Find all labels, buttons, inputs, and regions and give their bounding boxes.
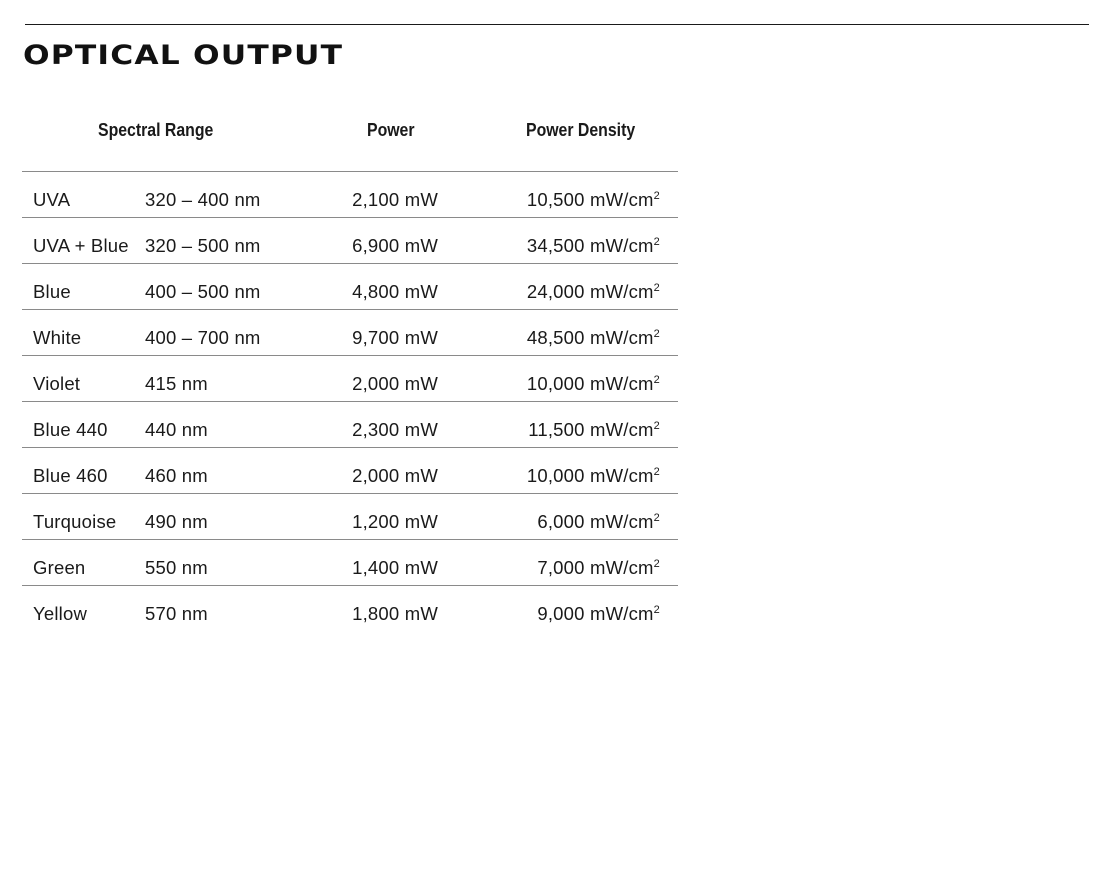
- row-spectrum-name: Blue 460: [33, 465, 108, 486]
- row-spectrum-name: Turquoise: [33, 511, 117, 532]
- row-spectrum-name: UVA: [33, 189, 71, 210]
- row-power: 2,000 mW: [352, 465, 438, 486]
- density-unit: mW/cm: [589, 603, 654, 624]
- row-power: 2,100 mW: [352, 189, 438, 210]
- row-power-density: [527, 327, 660, 349]
- density-value: 9,000: [537, 603, 585, 624]
- row-spectrum-name: Blue: [33, 281, 71, 302]
- row-power-density: [527, 281, 660, 303]
- row-power-density: [537, 603, 660, 625]
- row-spectral-range: 400 – 500 nm: [145, 281, 261, 302]
- table-row: [22, 448, 678, 494]
- row-spectral-range: 490 nm: [145, 511, 208, 532]
- top-divider: [25, 24, 1089, 25]
- table-row: [22, 356, 678, 402]
- density-unit-exponent: 2: [653, 282, 660, 294]
- row-spectral-range: 550 nm: [145, 557, 208, 578]
- row-power-density: [527, 373, 660, 395]
- row-power: 1,800 mW: [352, 603, 438, 624]
- density-unit-exponent: 2: [653, 328, 660, 340]
- density-unit: mW/cm: [589, 281, 654, 302]
- row-power: 2,300 mW: [352, 419, 438, 440]
- density-value: 10,000: [526, 373, 585, 394]
- header-power-density: Power Density: [526, 120, 636, 140]
- row-spectrum-name: Yellow: [33, 603, 87, 624]
- table-row: [22, 218, 678, 264]
- table-body: [22, 172, 678, 631]
- row-power-density: [537, 511, 660, 533]
- density-unit-exponent: 2: [653, 236, 660, 248]
- density-unit-exponent: 2: [653, 190, 660, 202]
- row-power-density: [528, 419, 660, 441]
- density-value: 6,000: [537, 511, 585, 532]
- row-spectrum-name: Blue 440: [33, 419, 108, 440]
- section-title: OPTICAL OUTPUT: [23, 40, 344, 71]
- density-unit: mW/cm: [589, 235, 654, 256]
- density-unit: mW/cm: [589, 465, 654, 486]
- density-value: 7,000: [537, 557, 585, 578]
- density-unit: mW/cm: [589, 327, 654, 348]
- row-spectrum-name: UVA + Blue: [33, 235, 129, 256]
- row-power: 6,900 mW: [352, 235, 438, 256]
- row-spectrum-name: Violet: [33, 373, 81, 394]
- table-row: [22, 264, 678, 310]
- density-unit: mW/cm: [589, 557, 654, 578]
- row-power: 4,800 mW: [352, 281, 438, 302]
- row-spectral-range: 570 nm: [145, 603, 208, 624]
- row-power-density: [527, 235, 660, 257]
- row-power: 1,400 mW: [352, 557, 438, 578]
- density-unit-exponent: 2: [653, 604, 660, 616]
- table-row: [22, 310, 678, 356]
- density-unit-exponent: 2: [653, 558, 660, 570]
- density-unit-exponent: 2: [653, 420, 660, 432]
- row-power: 1,200 mW: [352, 511, 438, 532]
- density-value: 10,500: [526, 189, 585, 210]
- density-value: 34,500: [526, 235, 585, 256]
- density-value: 11,500: [528, 419, 585, 440]
- density-unit: mW/cm: [589, 373, 654, 394]
- row-spectrum-name: Green: [33, 557, 86, 578]
- row-spectral-range: 415 nm: [145, 373, 208, 394]
- header-power: Power: [367, 120, 415, 140]
- row-spectral-range: 440 nm: [145, 419, 208, 440]
- row-power: 2,000 mW: [352, 373, 438, 394]
- row-spectral-range: 320 – 500 nm: [145, 235, 261, 256]
- table-row: [22, 586, 678, 631]
- table-row: [22, 402, 678, 448]
- density-unit-exponent: 2: [653, 466, 660, 478]
- density-unit: mW/cm: [589, 189, 654, 210]
- row-power-density: [527, 189, 660, 211]
- density-unit-exponent: 2: [653, 512, 660, 524]
- table-row: [22, 494, 678, 540]
- density-value: 10,000: [526, 465, 585, 486]
- row-spectral-range: 320 – 400 nm: [145, 189, 261, 210]
- density-value: 48,500: [526, 327, 585, 348]
- table-row: [22, 172, 678, 218]
- density-unit: mW/cm: [589, 419, 654, 440]
- row-spectrum-name: White: [33, 327, 82, 348]
- row-spectral-range: 460 nm: [145, 465, 208, 486]
- table-row: [22, 540, 678, 586]
- header-spectral-range: Spectral Range: [98, 120, 214, 140]
- table-header-row: [22, 108, 678, 172]
- density-unit-exponent: 2: [653, 374, 660, 386]
- density-unit: mW/cm: [589, 511, 654, 532]
- row-power-density: [537, 557, 660, 579]
- row-power-density: [527, 465, 660, 487]
- density-value: 24,000: [526, 281, 585, 302]
- row-power: 9,700 mW: [352, 327, 438, 348]
- optical-output-table: [22, 108, 678, 631]
- row-spectral-range: 400 – 700 nm: [145, 327, 261, 348]
